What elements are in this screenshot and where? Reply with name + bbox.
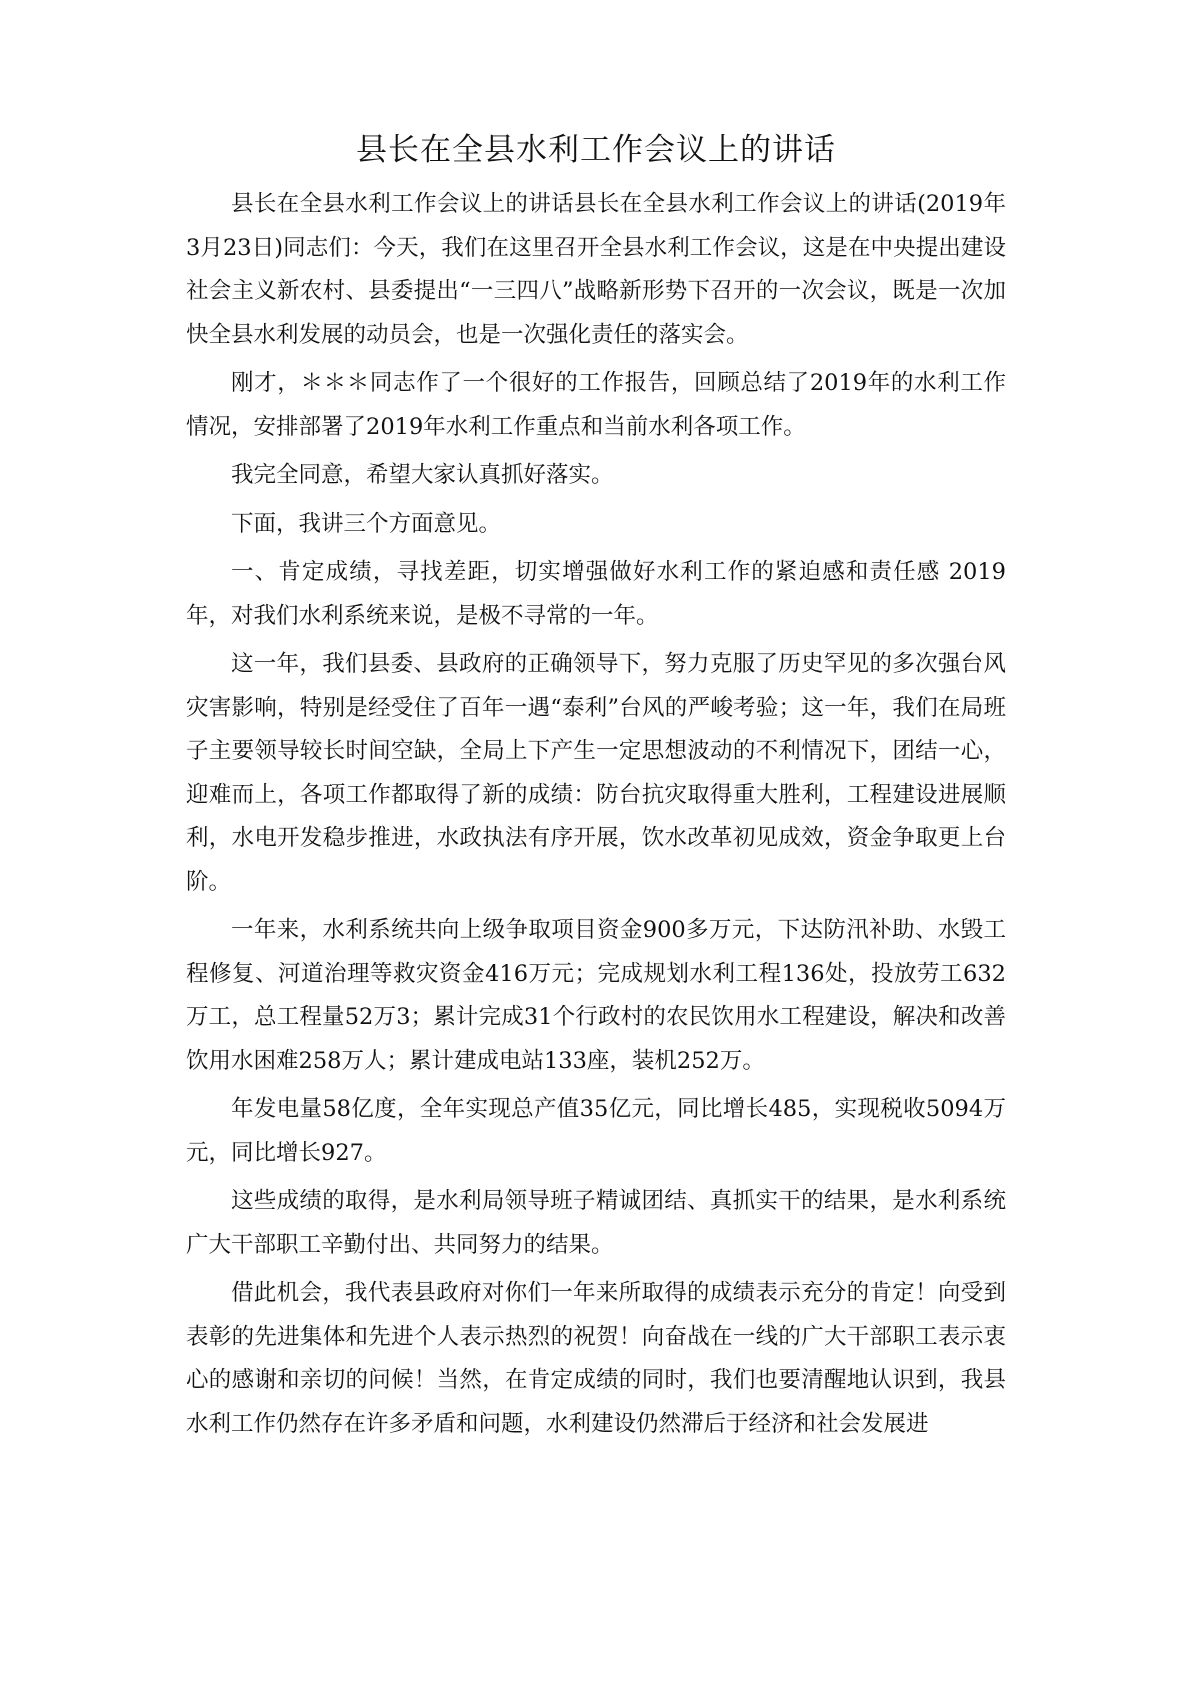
document-page xyxy=(186,128,1006,1451)
paragraph-7: 一年来，水利系统共向上级争取项目资金900多万元，下达防汛补助、水毁工程修复、河道治理等救灾资金416万元；完成规划水利工程136处，投放劳工632万工，总工程量52万3；累计完成31个行政村的农民饮用水工程建设，解决和改善饮用水困难258万人；累计建成电站133座，装机252万。 xyxy=(186,917,1006,1074)
paragraph-5: 一、肯定成绩，寻找差距，切实增强做好水利工作的紧迫感和责任感 2019年，对我们水利系统来说，是极不寻常的一年。 xyxy=(186,559,1006,629)
paragraph-6: 这一年，我们县委、县政府的正确领导下，努力克服了历史罕见的多次强台风灾害影响，特别是经受住了百年一遇“泰利”台风的严峻考验；这一年，我们在局班子主要领导较长时间空缺，全局上下产生一定思想波动的不利情况下，团结一心，迎难而上，各项工作都取得了新的成绩：防台抗灾取得重大胜利，工程建设进展顺利，水电开发稳步推进，水政执法有序开展，饮水改革初见成效，资金争取更上台阶。 xyxy=(186,651,1006,895)
paragraph-3: 我完全同意，希望大家认真抓好落实。 xyxy=(231,462,614,488)
paragraph-1: 县长在全县水利工作会议上的讲话县长在全县水利工作会议上的讲话(2019年3月23日)同志们：今天，我们在这里召开全县水利工作会议，这是在中央提出建设社会主义新农村、县委提出“一三四八”战略新形势下召开的一次会议，既是一次加快全县水利发展的动员会，也是一次强化责任的落实会。 xyxy=(186,191,1006,348)
paragraph-9: 这些成绩的取得，是水利局领导班子精诚团结、真抓实干的结果，是水利系统广大干部职工辛勤付出、共同努力的结果。 xyxy=(186,1188,1006,1258)
paragraph-10: 借此机会，我代表县政府对你们一年来所取得的成绩表示充分的肯定！向受到表彰的先进集体和先进个人表示热烈的祝贺！向奋战在一线的广大干部职工表示衷心的感谢和亲切的问候！当然，在肯定成绩的同时，我们也要清醒地认识到，我县水利工作仍然存在许多矛盾和问题，水利建设仍然滞后于经济和社会发展进 xyxy=(186,1280,1006,1437)
document-title: 县长在全县水利工作会议上的讲话 xyxy=(356,132,836,168)
paragraph-8: 年发电量58亿度，全年实现总产值35亿元，同比增长485，实现税收5094万元，同比增长927。 xyxy=(186,1096,1006,1166)
paragraph-2: 刚才，＊＊＊同志作了一个很好的工作报告，回顾总结了2019年的水利工作情况，安排部署了2019年水利工作重点和当前水利各项工作。 xyxy=(186,370,1006,440)
paragraph-4: 下面，我讲三个方面意见。 xyxy=(231,510,502,537)
